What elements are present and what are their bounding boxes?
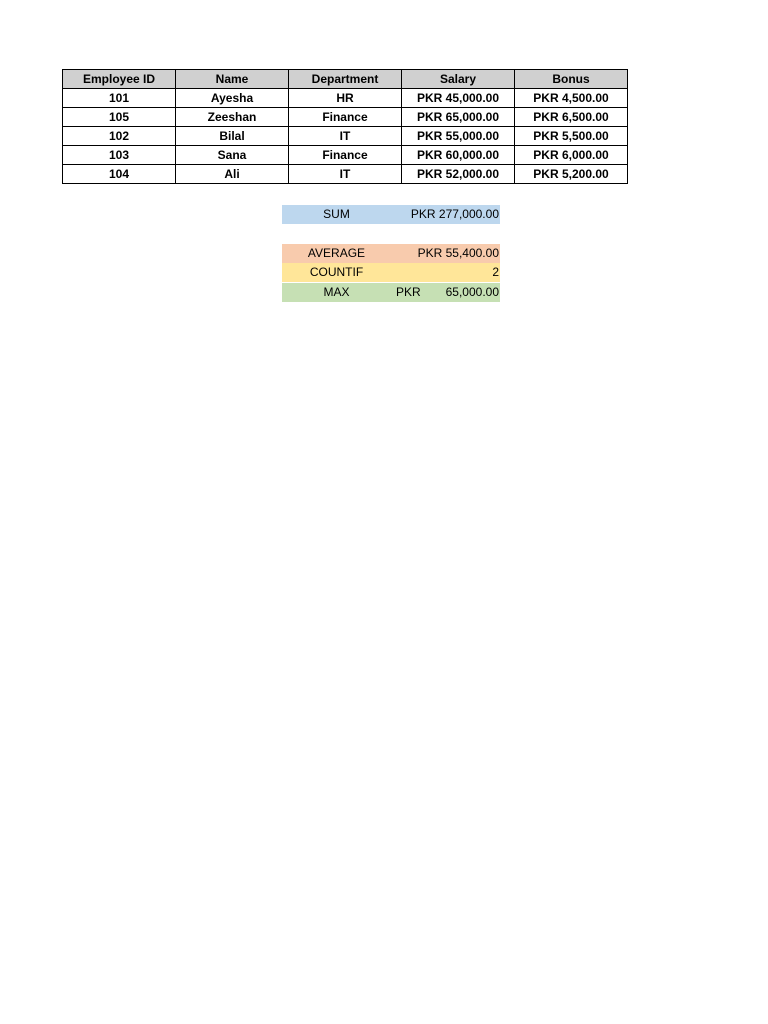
cell-employee-id[interactable]: 105 [63, 108, 176, 127]
countif-value[interactable]: 2 [492, 265, 499, 279]
sum-label[interactable]: SUM [323, 207, 350, 221]
cell-name[interactable]: Ayesha [176, 89, 289, 108]
cell-salary[interactable]: PKR 55,000.00 [402, 127, 515, 146]
header-employee-id[interactable]: Employee ID [63, 70, 176, 89]
sum-value[interactable]: PKR 277,000.00 [410, 207, 499, 221]
cell-department[interactable]: IT [289, 127, 402, 146]
max-row [282, 283, 500, 302]
cell-salary[interactable]: PKR 60,000.00 [402, 146, 515, 165]
cell-name[interactable]: Sana [176, 146, 289, 165]
cell-salary[interactable]: PKR 45,000.00 [402, 89, 515, 108]
average-value[interactable]: PKR 55,400.00 [417, 246, 499, 260]
countif-label[interactable]: COUNTIF [309, 265, 364, 279]
average-row [282, 244, 500, 263]
cell-bonus[interactable]: PKR 6,000.00 [515, 146, 628, 165]
max-label[interactable]: MAX [323, 285, 350, 299]
average-label[interactable]: AVERAGE [307, 246, 366, 260]
cell-name[interactable]: Ali [176, 165, 289, 184]
cell-employee-id[interactable]: 102 [63, 127, 176, 146]
cell-salary[interactable]: PKR 52,000.00 [402, 165, 515, 184]
cell-employee-id[interactable]: 103 [63, 146, 176, 165]
cell-name[interactable]: Bilal [176, 127, 289, 146]
cell-bonus[interactable]: PKR 4,500.00 [515, 89, 628, 108]
cell-department[interactable]: Finance [289, 146, 402, 165]
table-row [63, 146, 628, 165]
cell-name[interactable]: Zeeshan [176, 108, 289, 127]
table-row [63, 89, 628, 108]
cell-department[interactable]: HR [289, 89, 402, 108]
sum-row [282, 205, 500, 224]
max-currency: PKR [396, 285, 421, 299]
cell-bonus[interactable]: PKR 5,500.00 [515, 127, 628, 146]
header-salary[interactable]: Salary [402, 70, 515, 89]
table-row [63, 165, 628, 184]
table-row [63, 127, 628, 146]
cell-department[interactable]: Finance [289, 108, 402, 127]
header-bonus[interactable]: Bonus [515, 70, 628, 89]
employee-table [62, 69, 628, 184]
table-row [63, 108, 628, 127]
max-value[interactable]: 65,000.00 [445, 285, 499, 299]
cell-bonus[interactable]: PKR 5,200.00 [515, 165, 628, 184]
table-header-row [63, 70, 628, 89]
cell-bonus[interactable]: PKR 6,500.00 [515, 108, 628, 127]
countif-row [282, 263, 500, 282]
header-name[interactable]: Name [176, 70, 289, 89]
cell-department[interactable]: IT [289, 165, 402, 184]
header-department[interactable]: Department [289, 70, 402, 89]
cell-employee-id[interactable]: 104 [63, 165, 176, 184]
cell-salary[interactable]: PKR 65,000.00 [402, 108, 515, 127]
cell-employee-id[interactable]: 101 [63, 89, 176, 108]
